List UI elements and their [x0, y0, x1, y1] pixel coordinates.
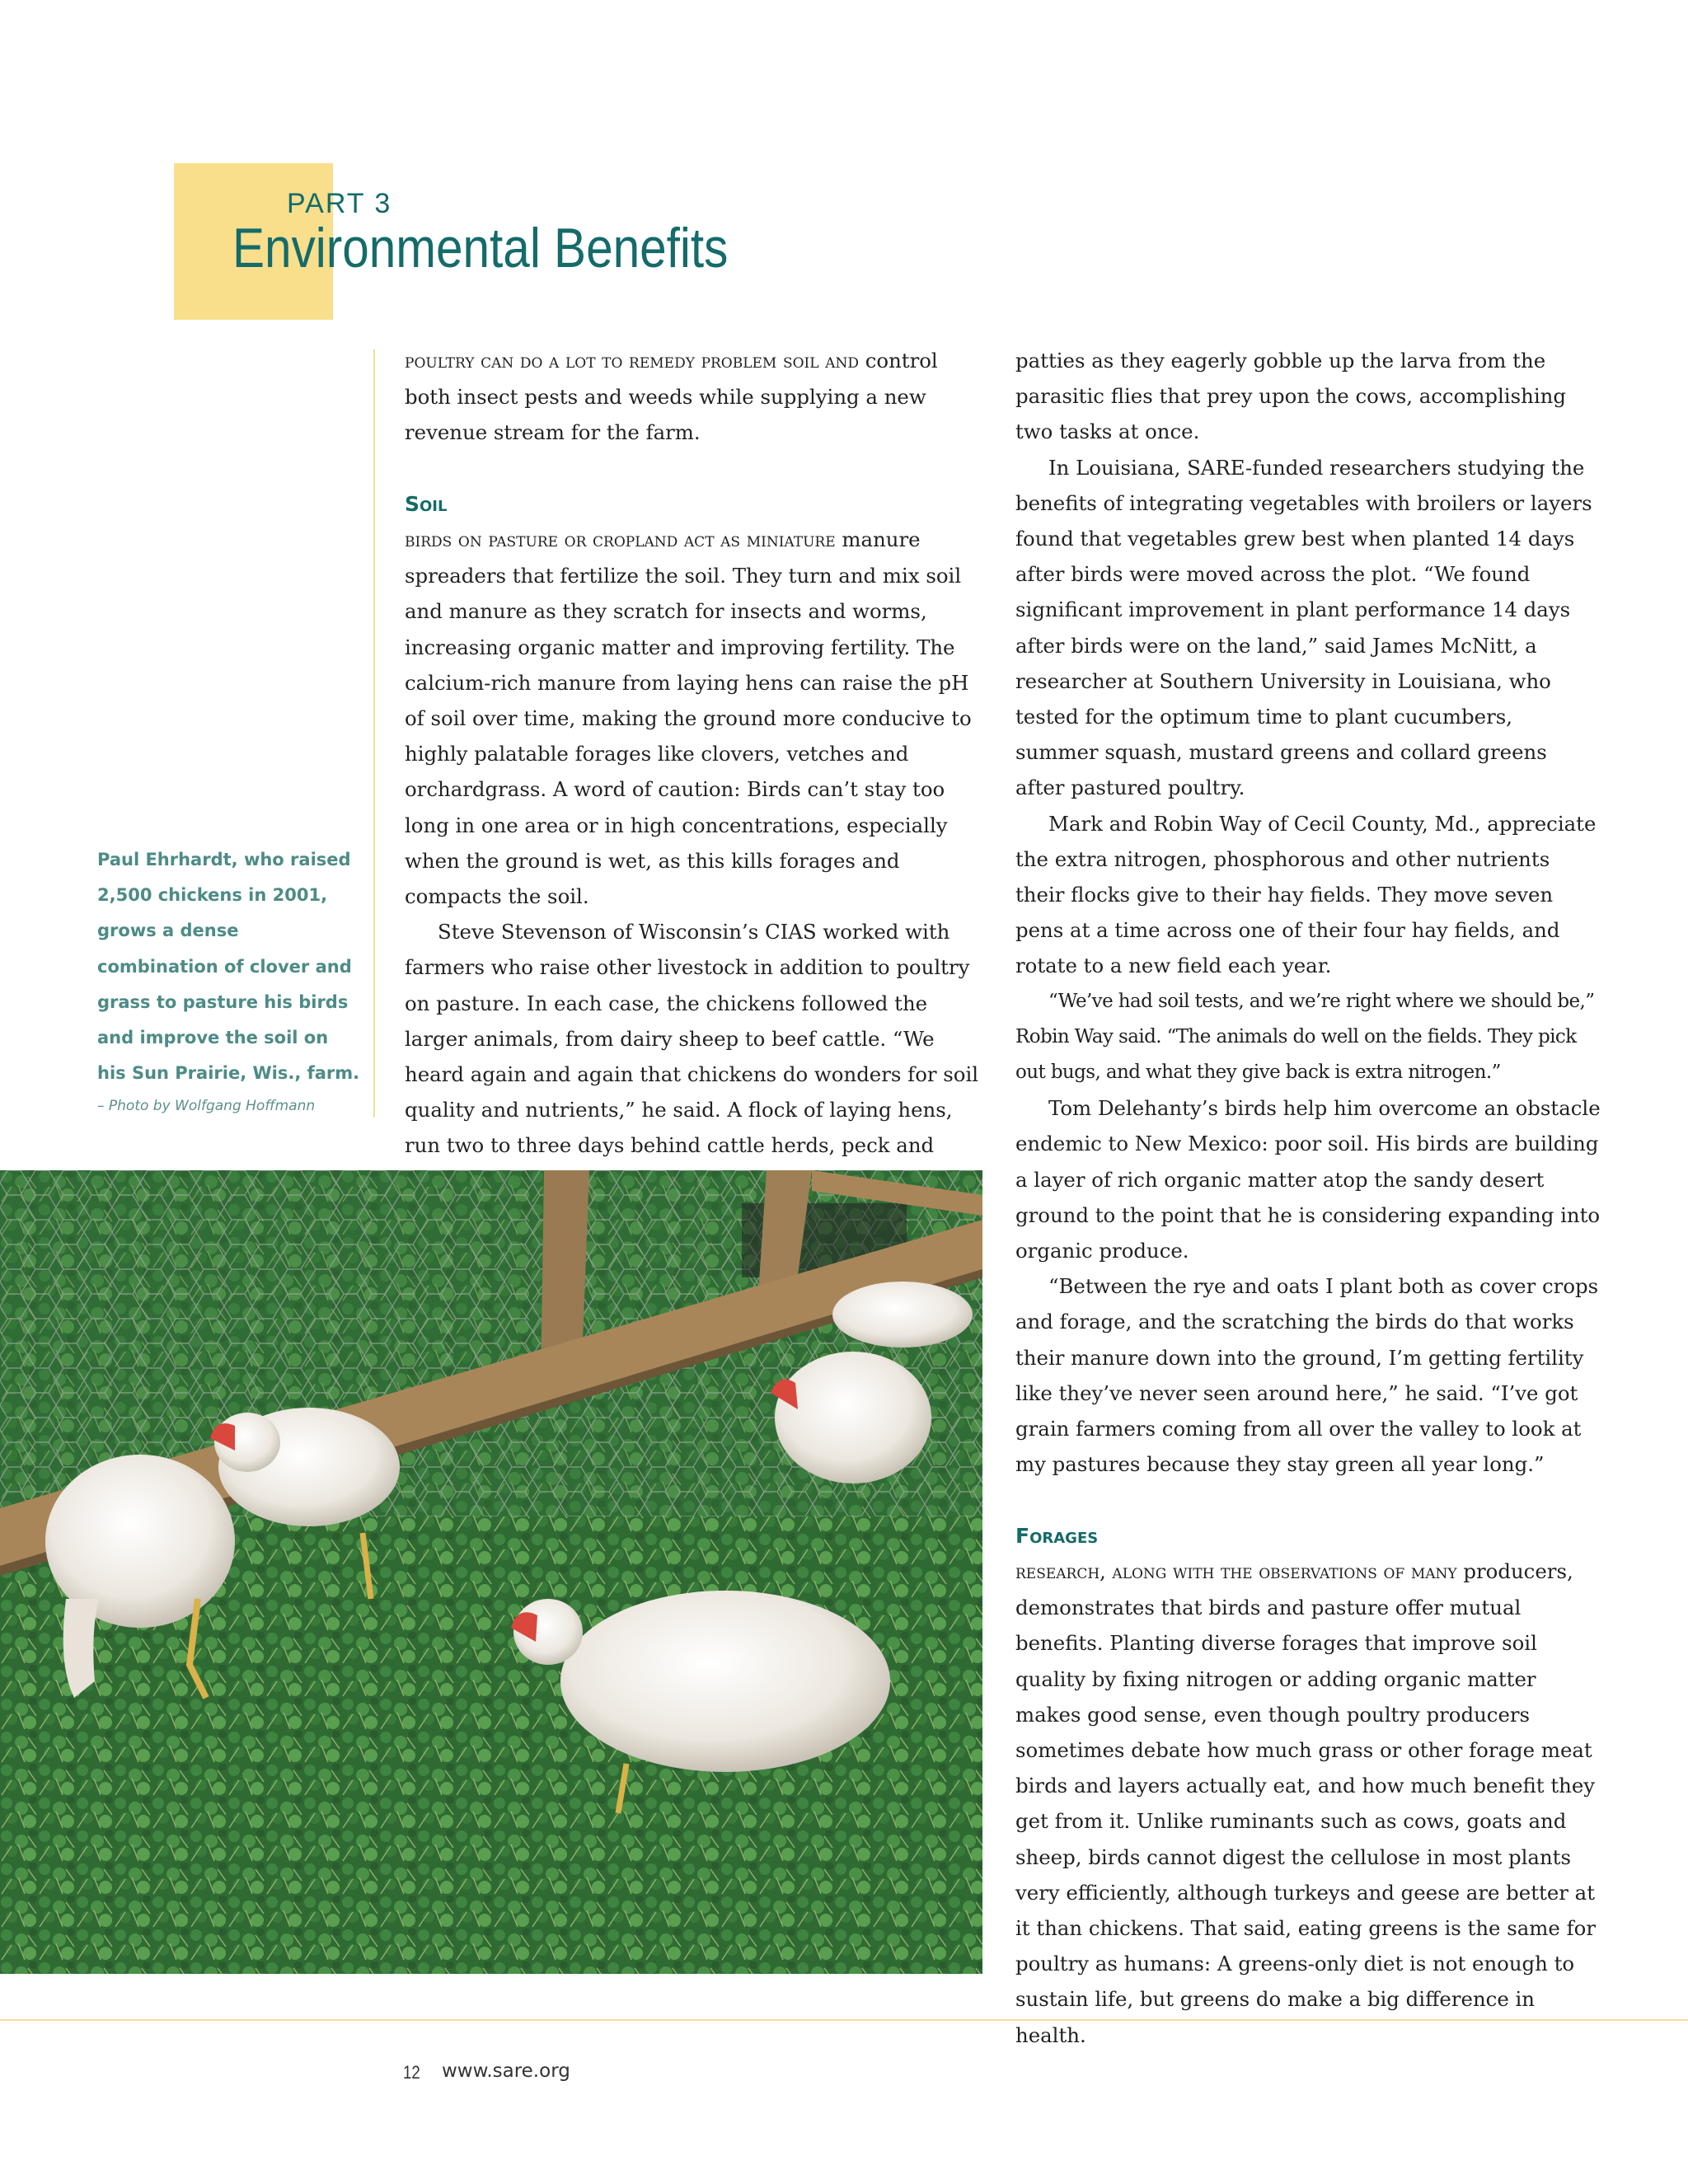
- left-column: [405, 343, 982, 1199]
- forages-paragraph: [1015, 1554, 1601, 2053]
- right-paragraph-4: “We’ve had soil tests, and we’re right where we should be,” Robin Way said. “The animals do well on the fields. They pick out bugs, and what they give back is extra nitrogen.”: [1015, 990, 1595, 1084]
- column-divider: [373, 349, 375, 1118]
- forages-lead: research, along with the observations of many: [1015, 1559, 1457, 1583]
- intro-lead: poultry can do a lot to remedy problem soil and: [405, 349, 859, 373]
- intro-rest: control both insect pests and weeds while supplying a new revenue stream for the farm.: [405, 349, 938, 445]
- page-title: Environmental Benefits: [232, 217, 729, 279]
- right-paragraph-5: Tom Delehanty’s birds help him overcome an obstacle endemic to New Mexico: poor soil. His birds are building a layer of rich organic matter atop the sandy desert ground to the point that he is considering expanding into organic produce.: [1015, 1096, 1601, 1263]
- right-column: [1015, 343, 1601, 2053]
- photo-caption: Paul Ehrhardt, who raised 2,500 chickens in 2001, grows a dense combination of clover and grass to pasture his birds and improve the soil on his Sun Prairie, Wis., farm.: [97, 850, 360, 1084]
- part-label: PART 3: [287, 188, 392, 219]
- right-paragraph-2: In Louisiana, SARE-funded researchers studying the benefits of integrating vegetables with broilers or layers found that vegetables grew best when planted 14 days after birds were moved across the plot. “We found significant improvement in plant performance 14 days after birds were on the land,” said James McNitt, a researcher at Southern University in Louisiana, who tested for the optimum time to plant cucumbers, summer squash, mustard greens and collard greens after pastured poultry.: [1015, 455, 1592, 800]
- forages-text: producers, demonstrates that birds and pasture offer mutual benefits. Planting diverse forages that improve soil quality by fixing nitrogen or adding organic matter makes good sense, even though poultry producers sometimes debate how much grass or other forage meat birds and layers actually eat, and how much benefit they get from it. Unlike ruminants such as cows, goats and sheep, birds cannot digest the cellulose in most plants very efficiently, although turkeys and geese are better at it than chickens. That said, eating greens is the same for poultry as humans: A greens-only diet is not enough to sustain life, but greens do make a big difference in health.: [1015, 1558, 1596, 2047]
- soil-text-1: manure spreaders that fertilize the soil. They turn and mix soil and manure as they scratch for insects and worms, increasing organic matter and improving fertility. The calcium-rich manure from laying hens can raise the pH of soil over time, making the ground more conducive to highly palatable forages like clovers, vetches and orchardgrass. A word of caution: Birds can’t stay too long in one area or in high concentrations, especially when the ground is wet, as this kills forages and compacts the soil.: [405, 527, 972, 909]
- intro-paragraph: [405, 343, 982, 451]
- soil-lead: birds on pasture or cropland act as miniature: [405, 528, 836, 551]
- footer-rule: [0, 2019, 1688, 2021]
- right-paragraph-1: patties as they eagerly gobble up the larva from the parasitic flies that prey upon the cows, accomplishing two tasks at once.: [1015, 349, 1566, 444]
- page-number: 12: [403, 2062, 420, 2083]
- right-paragraph-3: Mark and Robin Way of Cecil County, Md., appreciate the extra nitrogen, phosphorous and other nutrients their flocks give to their hay fields. They move seven pens at a time across one of their four hay fields, and rotate to a new field each year.: [1015, 811, 1597, 978]
- chickens-photo: [0, 1170, 982, 1974]
- right-paragraph-6: “Between the rye and oats I plant both as cover crops and forage, and the scratching the birds do that works their manure down into the ground, I’m getting fertility like they’ve never seen around here,” he said. “I’ve got grain farmers coming from all over the valley to look at my pastures because they stay green all year long.”: [1015, 1274, 1599, 1477]
- soil-paragraph-1: [405, 522, 982, 914]
- website-link[interactable]: www.sare.org: [442, 2060, 570, 2082]
- forages-heading: Forages: [1015, 1523, 1099, 1548]
- soil-paragraph-2: Steve Stevenson of Wisconsin’s CIAS worked with farmers who raise other livestock in addition to poultry on pasture. In each case, the chickens followed the larger animals, from dairy sheep to beef cattle. “We heard again and again that chickens do wonders for soil quality and nutrients,” he said. A flock of laying hens, run two to three days behind cattle herds, peck and: [405, 920, 979, 1158]
- soil-heading: Soil: [405, 491, 448, 516]
- photo-credit: – Photo by Wolfgang Hoffmann: [97, 1098, 316, 1114]
